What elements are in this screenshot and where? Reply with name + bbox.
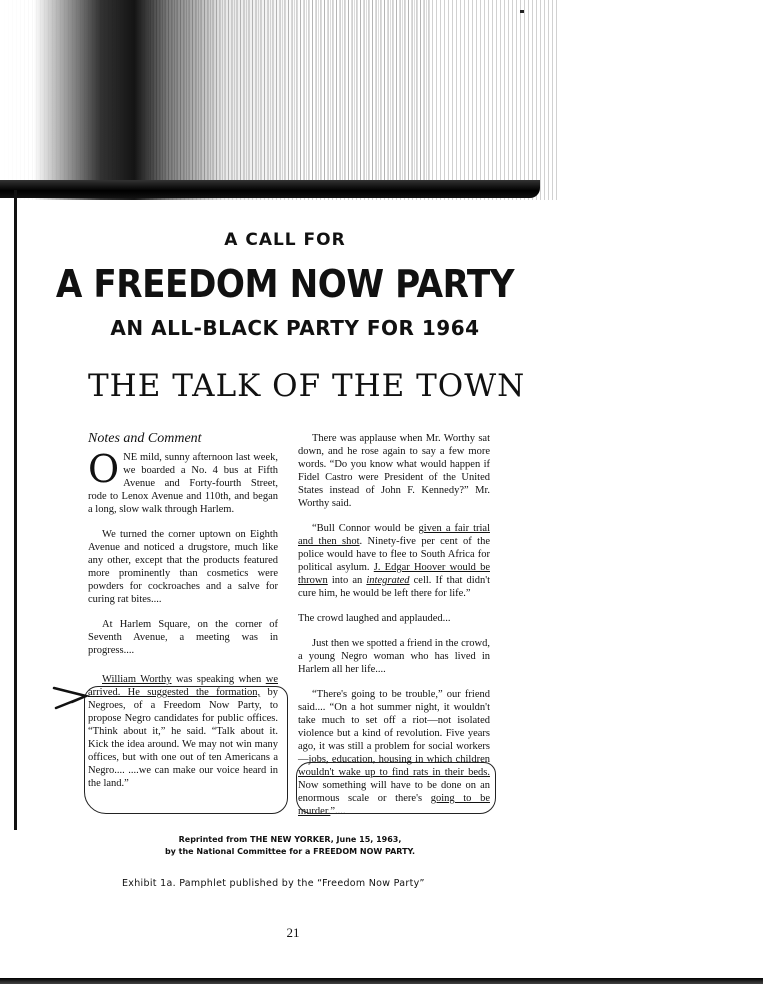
paragraph-3: At Harlem Square, on the corner of Seventh Avenue, a meeting was in progress.... [88, 619, 278, 656]
underlined-trial: given a fair trial and then shot [298, 523, 490, 547]
scan-artifact-band [0, 180, 540, 198]
exhibit-caption: Exhibit 1a. Pamphlet published by the “Freedom Now Party” [122, 878, 425, 889]
quote-mid: . Ninety-five per cent of the police would have to flee to South Africa for political asylum. [298, 536, 490, 573]
paragraph-1-text: NE mild, sunny afternoon last week, we boarded a No. 4 bus at Fifth Avenue and Forty-fourth Street, rode to Lenox Avenue and 110th, and began a long, slow walk through Harlem. [88, 452, 278, 515]
column-heading: Notes and Comment [88, 431, 202, 446]
subtitle: AN ALL-BLACK PARTY FOR 1964 [110, 316, 480, 340]
scan-artifact-bottom [0, 978, 763, 984]
main-title: A FREEDOM NOW PARTY [55, 262, 515, 306]
paragraph-r3: The crowd laughed and applauded... [298, 613, 451, 624]
kicker-heading: A CALL FOR [224, 230, 346, 250]
handdrawn-box-left [84, 686, 288, 814]
underlined-murder: going to be murder. [298, 793, 490, 817]
paragraph-r1: There was applause when Mr. Worthy sat down, and he rose again to say a few more words. “Do you know what would happen if Fidel Castro were President of the United States instead of John F. Kennedy?” Mr. Worthy said. [298, 433, 490, 509]
friend-quote-end: ”.... [330, 806, 346, 817]
reprint-line-1: Reprinted from THE NEW YORKER, June 15, 1963, [178, 835, 402, 844]
handdrawn-box-right [296, 762, 496, 814]
underlined-hoover: J. Edgar Hoover would be thrown [298, 562, 490, 586]
page-number: 21 [286, 925, 300, 940]
drop-cap: O [88, 447, 120, 491]
scan-artifact-streaks [150, 0, 430, 190]
underlined-name: William Worthy [102, 674, 172, 685]
paragraph-1 [88, 447, 278, 516]
underlined-rats: wouldn't wake up to find rats in their beds. [298, 767, 490, 778]
page-edge-line [14, 190, 17, 830]
paragraph-4-lead: was speaking when [171, 674, 266, 685]
section-title: THE TALK OF THE TOWN [88, 368, 526, 404]
friend-quote-mid: Now something will have to be done on an enormous scale or there's [298, 780, 490, 804]
paragraph-r4: Just then we spotted a friend in the crowd, a young Negro woman who has lived in Harlem all her life.... [298, 638, 490, 675]
reprint-line-2: by the National Committee for a FREEDOM NOW PARTY. [164, 847, 416, 856]
underlined-integrated: integrated [366, 575, 410, 586]
quote-lead: “Bull Connor would be [312, 523, 419, 534]
paragraph-4-text: by Negroes, of a Freedom Now Party, to propose Negro candidates for public offices. “Think about it,” he said. “Talk about it. Kick the idea around. We may not win many offices, but with one out of ten Americans a Negro.... ....we can make our voice heard in the land.” [88, 687, 278, 789]
scan-speck [520, 10, 524, 13]
quote-end: cell. If that didn't cure him, he would be left there for life.” [298, 575, 490, 599]
handdrawn-arrow-icon [52, 682, 92, 712]
reprint-credit [120, 834, 460, 858]
paragraph-r2 [298, 522, 490, 600]
paragraph-2: We turned the corner uptown on Eighth Avenue and noticed a drugstore, much like any other, except that the products featured more prominently than cosmetics were powders for cockroaches and a salve for curing rat bites.... [88, 529, 278, 605]
quote-mid-2: into an [327, 575, 367, 586]
underlined-phrase: we arrived. He suggested the formation, [88, 674, 278, 698]
friend-quote: “There's going to be trouble,” our friend said.... “On a hot summer night, it wouldn't take much to set off a riot—not isolated violence but a kind of revolution. Five years ago, it was still a problem for social workers—jobs, education, housing in which children [298, 689, 490, 765]
